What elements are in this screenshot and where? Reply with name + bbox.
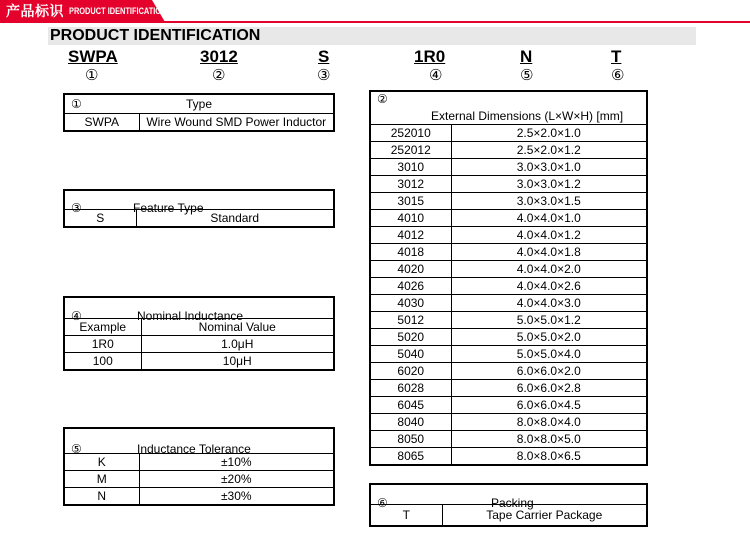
code-part-packing: T xyxy=(611,47,622,66)
table-row xyxy=(370,380,647,397)
table-row xyxy=(370,346,647,363)
tolerance-value-cell: ±20% xyxy=(139,471,334,488)
tolerance-table xyxy=(63,427,335,506)
code-part-type: SWPA xyxy=(68,47,118,66)
dimension-code-cell: 4010 xyxy=(370,210,451,227)
table-row xyxy=(370,176,647,193)
table-row xyxy=(370,414,647,431)
dimension-code-cell: 3010 xyxy=(370,159,451,176)
header-cn-label: 产品标识 xyxy=(6,4,64,20)
dimension-code-cell: 8040 xyxy=(370,414,451,431)
packing-code-cell: T xyxy=(370,505,442,527)
dimension-value-cell: 6.0×6.0×2.8 xyxy=(451,380,647,397)
dimension-value-cell: 6.0×6.0×4.5 xyxy=(451,397,647,414)
packing-desc-cell: Tape Carrier Package xyxy=(442,505,647,527)
dimension-value-cell: 4.0×4.0×2.6 xyxy=(451,278,647,295)
tolerance-code-cell: K xyxy=(64,454,139,471)
dimension-value-cell: 5.0×5.0×2.0 xyxy=(451,329,647,346)
dimension-code-cell: 252010 xyxy=(370,125,451,142)
table-row xyxy=(370,142,647,159)
inductance-table xyxy=(63,296,335,371)
table-row xyxy=(370,210,647,227)
table-row xyxy=(370,295,647,312)
code-part-dimension: 3012 xyxy=(200,47,238,66)
dimension-code-cell: 4018 xyxy=(370,244,451,261)
section-title: PRODUCT IDENTIFICATION xyxy=(50,27,261,44)
code-num-5: ⑤ xyxy=(520,66,534,84)
dimension-code-cell: 5020 xyxy=(370,329,451,346)
table-row xyxy=(370,261,647,278)
table-row xyxy=(370,363,647,380)
type-table-title: Type xyxy=(185,97,212,111)
table-row xyxy=(64,353,334,371)
type-table xyxy=(63,93,335,132)
code-num-3: ③ xyxy=(317,66,331,84)
code-num-1: ① xyxy=(85,66,99,84)
dimension-value-cell: 3.0×3.0×1.2 xyxy=(451,176,647,193)
header-en-label: PRODUCT IDENTIFICATION xyxy=(69,6,167,17)
table-row xyxy=(370,125,647,142)
tolerance-value-cell: ±10% xyxy=(139,454,334,471)
table-row xyxy=(370,312,647,329)
dimension-value-cell: 6.0×6.0×2.0 xyxy=(451,363,647,380)
header-divider xyxy=(0,21,750,23)
feature-table-title: Feature Type xyxy=(133,201,204,215)
dimension-value-cell: 2.5×2.0×1.0 xyxy=(451,125,647,142)
feature-table-num: ③ xyxy=(71,201,82,215)
feature-desc-cell: Standard xyxy=(136,210,334,228)
inductance-table-title: Nominal Inductance xyxy=(137,309,244,323)
feature-code-cell: S xyxy=(64,210,136,228)
table-row xyxy=(64,114,334,132)
dimension-value-cell: 3.0×3.0×1.0 xyxy=(451,159,647,176)
dimension-value-cell: 3.0×3.0×1.5 xyxy=(451,193,647,210)
inductance-col-value: Nominal Value xyxy=(141,319,334,336)
tolerance-table-num: ⑤ xyxy=(71,442,82,456)
inductance-value-cell: 10μH xyxy=(141,353,334,371)
code-num-4: ④ xyxy=(429,66,443,84)
dimension-value-cell: 8.0×8.0×4.0 xyxy=(451,414,647,431)
code-part-inductance: 1R0 xyxy=(414,47,446,66)
inductance-value-cell: 1.0μH xyxy=(141,336,334,353)
dimension-code-cell: 5012 xyxy=(370,312,451,329)
table-row xyxy=(370,193,647,210)
table-row xyxy=(370,397,647,414)
tolerance-code-cell: N xyxy=(64,488,139,506)
dimension-code-cell: 252012 xyxy=(370,142,451,159)
dimension-code-cell: 5040 xyxy=(370,346,451,363)
table-row xyxy=(370,329,647,346)
feature-table xyxy=(63,189,335,228)
table-row xyxy=(370,278,647,295)
dimension-value-cell: 2.5×2.0×1.2 xyxy=(451,142,647,159)
tolerance-table-title: Inductance Tolerance xyxy=(137,442,251,456)
dimension-code-cell: 6028 xyxy=(370,380,451,397)
dimension-code-cell: 4020 xyxy=(370,261,451,278)
dimension-code-cell: 3012 xyxy=(370,176,451,193)
tolerance-value-cell: ±30% xyxy=(139,488,334,506)
dimension-code-cell: 4012 xyxy=(370,227,451,244)
code-num-2: ② xyxy=(212,66,226,84)
dimension-table-title: External Dimensions (L×W×H) [mm] xyxy=(431,109,624,123)
dimension-code-cell: 4030 xyxy=(370,295,451,312)
table-row xyxy=(64,488,334,506)
type-table-num: ① xyxy=(71,97,82,111)
table-row xyxy=(370,431,647,448)
dimension-table-num: ② xyxy=(377,92,388,106)
table-row xyxy=(64,471,334,488)
dimension-value-cell: 4.0×4.0×3.0 xyxy=(451,295,647,312)
table-row xyxy=(64,336,334,353)
table-row xyxy=(370,227,647,244)
dimension-code-cell: 8065 xyxy=(370,448,451,466)
dimension-code-cell: 6045 xyxy=(370,397,451,414)
packing-table-num: ⑥ xyxy=(377,495,388,510)
code-part-tolerance: N xyxy=(520,47,533,66)
packing-table xyxy=(369,483,648,527)
code-part-feature: S xyxy=(318,47,330,66)
dimension-value-cell: 4.0×4.0×1.0 xyxy=(451,210,647,227)
inductance-table-num: ④ xyxy=(71,309,82,323)
table-row xyxy=(370,244,647,261)
dimension-value-cell: 8.0×8.0×5.0 xyxy=(451,431,647,448)
type-desc-cell: Wire Wound SMD Power Inductor xyxy=(139,114,334,132)
dimension-value-cell: 5.0×5.0×4.0 xyxy=(451,346,647,363)
dimension-value-cell: 8.0×8.0×6.5 xyxy=(451,448,647,466)
dimension-code-cell: 6020 xyxy=(370,363,451,380)
inductance-code-cell: 1R0 xyxy=(64,336,141,353)
dimension-table xyxy=(369,90,648,466)
dimension-value-cell: 5.0×5.0×1.2 xyxy=(451,312,647,329)
tolerance-code-cell: M xyxy=(64,471,139,488)
inductance-code-cell: 100 xyxy=(64,353,141,371)
dimension-value-cell: 4.0×4.0×1.8 xyxy=(451,244,647,261)
type-code-cell: SWPA xyxy=(64,114,139,132)
table-header-row xyxy=(64,94,334,114)
table-row xyxy=(370,448,647,466)
dimension-value-cell: 4.0×4.0×2.0 xyxy=(451,261,647,278)
code-num-6: ⑥ xyxy=(611,66,625,84)
packing-table-title: Packing xyxy=(491,495,534,510)
dimension-code-cell: 4026 xyxy=(370,278,451,295)
dimension-code-cell: 3015 xyxy=(370,193,451,210)
table-row xyxy=(370,159,647,176)
dimension-value-cell: 4.0×4.0×1.2 xyxy=(451,227,647,244)
inductance-col-example: Example xyxy=(64,319,141,336)
dimension-code-cell: 8050 xyxy=(370,431,451,448)
